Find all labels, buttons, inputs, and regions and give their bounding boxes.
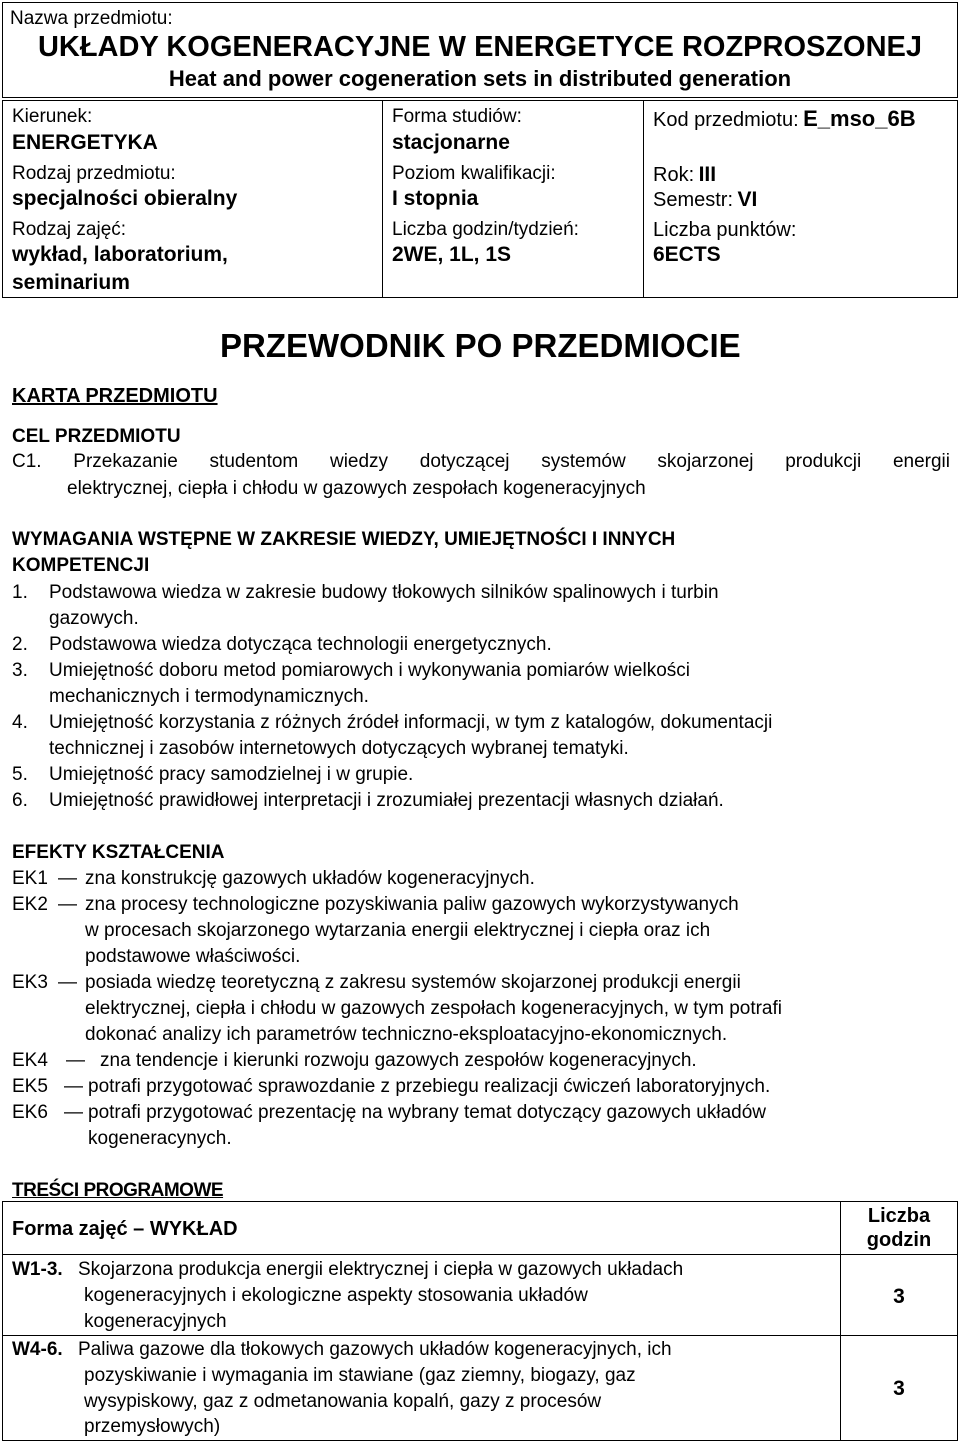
list-item-number: 4. <box>12 712 28 733</box>
list-item: Podstawowa wiedza dotycząca technologii energetycznych. <box>49 634 552 655</box>
effect-text: potrafi przygotować prezentację na wybrany temat dotyczący gazowych układów <box>88 1102 767 1123</box>
effect-text: zna tendencje i kierunki rozwoju gazowych zespołów kogeneracyjnych. <box>100 1050 697 1071</box>
effect-dash: — <box>58 868 77 889</box>
goal-line-1: C1. Przekazanie studentom wiedzy dotyczącej systemów skojarzonej produkcji energii <box>12 451 950 472</box>
list-item-cont: technicznej i zasobów internetowych dotyczących wybranej tematyki. <box>49 738 629 759</box>
list-item-number: 5. <box>12 764 28 785</box>
effect-text: posiada wiedzę teoretyczną z zakresu systemów skojarzonej produkcji energii <box>85 972 741 993</box>
hours-header-line-1: Liczba <box>867 1205 931 1227</box>
effect-code: EK5 <box>12 1076 48 1097</box>
effect-text-cont: w procesach skojarzonego wytarzania energii elektrycznej i ciepła oraz ich <box>85 920 711 941</box>
list-item-number: 6. <box>12 790 28 811</box>
program-row-hours: 3 <box>893 1377 905 1400</box>
field-value-class-type-2: seminarium <box>12 271 130 294</box>
field-value-year: III <box>698 163 717 186</box>
list-item: Umiejętność korzystania z różnych źródeł informacji, w tym z katalogów, dokumentacji <box>49 712 773 733</box>
effect-text: zna konstrukcję gazowych układów kogeneracyjnych. <box>85 868 535 889</box>
field-label-class-type: Rodzaj zajęć: <box>12 219 127 240</box>
effect-code: EK2 <box>12 894 48 915</box>
field-value-hours-week: 2WE, 1L, 1S <box>392 243 512 266</box>
guide-title: PRZEWODNIK PO PRZEDMIOCIE <box>220 327 741 364</box>
requirements-heading-2: KOMPETENCJI <box>12 555 150 576</box>
field-value-ects: 6ECTS <box>653 243 721 266</box>
effect-dash: — <box>64 1076 83 1097</box>
list-item-cont: gazowych. <box>49 608 139 629</box>
effects-heading: EFEKTY KSZTAŁCENIA <box>12 842 225 863</box>
field-label-ects: Liczba punktów: <box>653 219 797 241</box>
program-heading: TREŚCI PROGRAMOWE <box>12 1180 224 1201</box>
field-label-subject-type: Rodzaj przedmiotu: <box>12 163 176 184</box>
list-item: Umiejętność pracy samodzielnej i w grupie. <box>49 764 414 785</box>
effect-text-cont: dokonać analizy ich parametrów techniczno-eksploatacyjno-ekonomicznych. <box>85 1024 728 1045</box>
program-row-text-cont: wysypiskowy, gaz z odmetanowania kopalń, gazy z procesów <box>84 1391 602 1412</box>
course-title: UKŁADY KOGENERACYJNE W ENERGETYCE ROZPROSZONEJ <box>37 31 923 63</box>
effect-dash: — <box>58 894 77 915</box>
goal-line-2: elektrycznej, ciepła i chłodu w gazowych zespołach kogeneracyjnych <box>67 478 646 499</box>
effect-code: EK1 <box>12 868 48 889</box>
effect-text-cont: podstawowe właściwości. <box>85 946 301 967</box>
effect-text-cont: elektrycznej, ciepła i chłodu w gazowych zespołach kogeneracyjnych, w tym potrafi <box>85 998 782 1019</box>
program-row-text: Paliwa gazowe dla tłokowych gazowych układów kogeneracyjnych, ich <box>78 1339 672 1360</box>
effect-dash: — <box>64 1102 83 1123</box>
field-value-code: E_mso_6B <box>803 106 916 131</box>
effect-dash: — <box>58 972 77 993</box>
field-label-semester: Semestr: <box>653 189 734 211</box>
field-label-year: Rok: <box>653 164 695 186</box>
field-label-hours-week: Liczba godzin/tydzień: <box>392 219 579 240</box>
effect-text: zna procesy technologiczne pozyskiwania paliw gazowych wykorzystywanych <box>85 894 739 915</box>
list-item-number: 2. <box>12 634 28 655</box>
field-label-study-form: Forma studiów: <box>392 106 522 127</box>
form-label: Forma zajęć – WYKŁAD <box>12 1218 238 1240</box>
effect-code: EK4 <box>12 1050 48 1071</box>
list-item: Podstawowa wiedza w zakresie budowy tłokowych silników spalinowych i turbin <box>49 582 719 603</box>
program-row-text-cont: przemysłowych) <box>84 1416 221 1437</box>
field-label-code: Kod przedmiotu: <box>653 109 799 131</box>
field-value-subject-type: specjalności obieralny <box>12 187 238 210</box>
list-item-number: 3. <box>12 660 28 681</box>
field-value-study-form: stacjonarne <box>392 131 510 154</box>
program-row-hours: 3 <box>893 1285 905 1308</box>
requirements-heading: WYMAGANIA WSTĘPNE W ZAKRESIE WIEDZY, UMIEJĘTNOŚCI I INNYCH <box>12 529 676 550</box>
effect-text-cont: kogeneracynych. <box>88 1128 232 1149</box>
card-title: KARTA PRZEDMIOTU <box>12 385 218 407</box>
field-value-direction: ENERGETYKA <box>12 131 158 154</box>
effect-code: EK6 <box>12 1102 48 1123</box>
field-value-qualification: I stopnia <box>392 187 479 210</box>
effect-dash: — <box>66 1050 85 1071</box>
list-item-cont: mechanicznych i termodynamicznych. <box>49 686 369 707</box>
field-value-semester: VI <box>737 188 758 211</box>
list-item: Umiejętność doboru metod pomiarowych i wykonywania pomiarów wielkości <box>49 660 690 681</box>
field-label-qualification: Poziom kwalifikacji: <box>392 163 556 184</box>
program-row-text-cont: pozyskiwanie i wymagania im stawiane (gaz ziemny, biogazy, gaz <box>84 1365 636 1386</box>
hours-header <box>841 1204 957 1252</box>
program-row-text: Skojarzona produkcja energii elektrycznej i ciepła w gazowych układach <box>78 1259 684 1280</box>
goal-heading: CEL PRZEDMIOTU <box>12 426 181 447</box>
list-item: Umiejętność prawidłowej interpretacji i zrozumiałej prezentacji własnych działań. <box>49 790 724 811</box>
list-item-number: 1. <box>12 582 28 603</box>
name-label: Nazwa przedmiotu: <box>10 8 173 29</box>
course-title-en: Heat and power cogeneration sets in distributed generation <box>168 66 792 91</box>
program-row-code: W4-6. <box>12 1339 63 1360</box>
program-row-text-cont: kogeneracyjnych i ekologiczne aspekty stosowania układów <box>84 1285 588 1306</box>
hours-header-line-2: godzin <box>866 1229 932 1251</box>
program-row-text-cont: kogeneracyjnych <box>84 1311 227 1332</box>
effect-code: EK3 <box>12 972 48 993</box>
field-label-direction: Kierunek: <box>12 106 93 127</box>
program-row-code: W1-3. <box>12 1259 63 1280</box>
effect-text: potrafi przygotować sprawozdanie z przebiegu realizacji ćwiczeń laboratoryjnych. <box>88 1076 771 1097</box>
field-value-class-type: wykład, laboratorium, <box>12 243 228 266</box>
